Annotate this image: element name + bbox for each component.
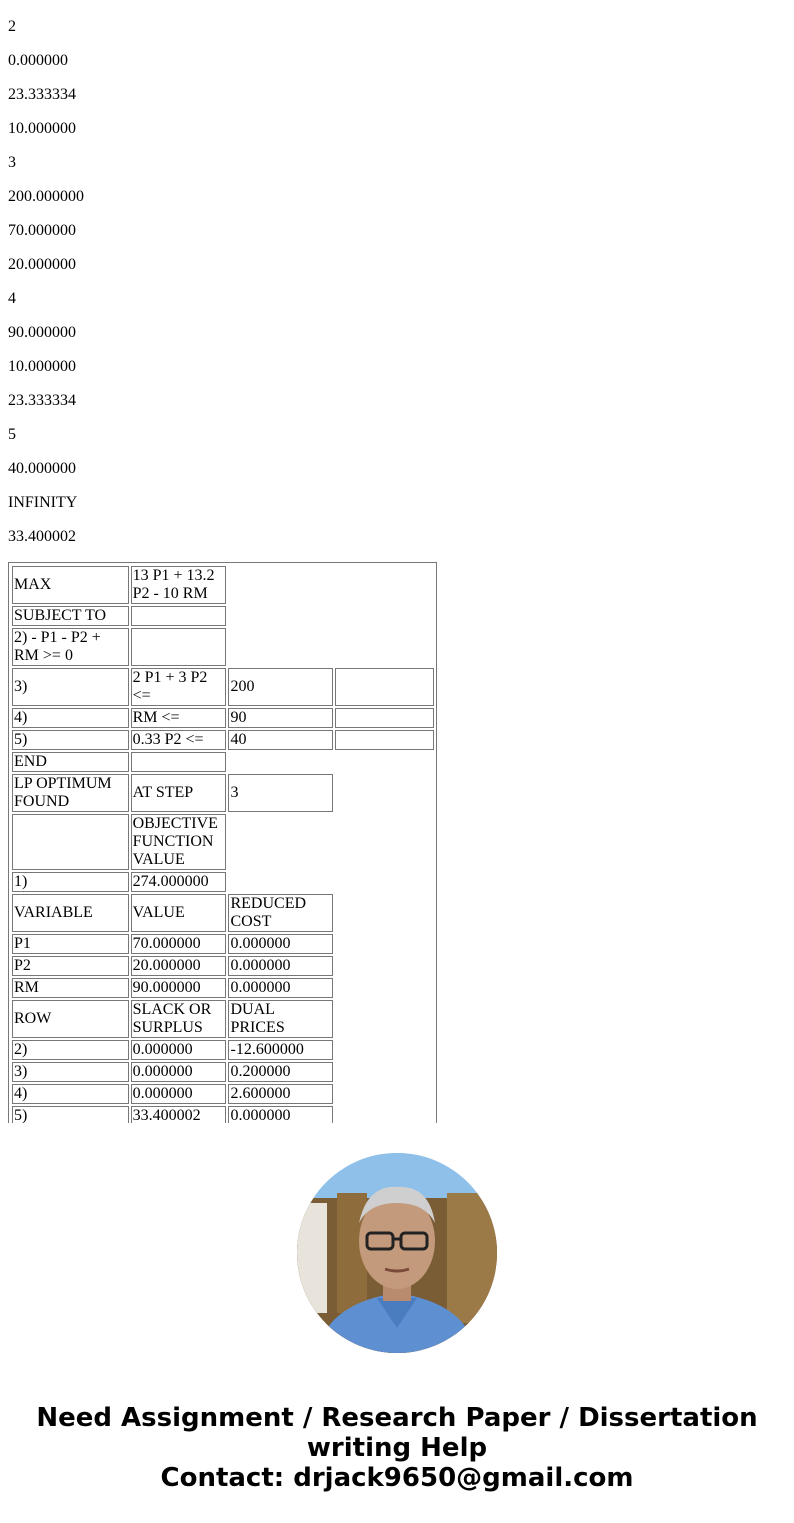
lp-output-table xyxy=(10,564,436,1123)
table-cell: OBJECTIVE FUNCTION VALUE xyxy=(131,814,227,870)
table-empty-slot xyxy=(335,774,434,812)
table-cell xyxy=(335,668,434,706)
table-empty-slot xyxy=(228,752,333,772)
table-empty-slot xyxy=(335,978,434,998)
table-empty-slot xyxy=(228,566,333,604)
value-line: 4 xyxy=(8,290,16,307)
table-cell: SLACK OR SURPLUS xyxy=(131,1000,227,1038)
table-cell: 2) - P1 - P2 + RM >= 0 xyxy=(12,628,129,666)
table-cell: 1) xyxy=(12,872,129,892)
contact-banner xyxy=(0,1403,794,1493)
table-cell: 20.000000 xyxy=(131,956,227,976)
table-cell: MAX xyxy=(12,566,129,604)
table-empty-slot xyxy=(335,1084,434,1104)
table-empty-slot xyxy=(335,752,434,772)
table-cell: REDUCED COST xyxy=(228,894,333,932)
table-cell: 200 xyxy=(228,668,333,706)
table-cell: 0.200000 xyxy=(228,1062,333,1082)
table-cell: LP OPTIMUM FOUND xyxy=(12,774,129,812)
table-row xyxy=(12,774,434,812)
table-cell: SUBJECT TO xyxy=(12,606,129,626)
table-cell xyxy=(131,628,227,666)
table-cell xyxy=(131,752,227,772)
table-cell: VARIABLE xyxy=(12,894,129,932)
table-row xyxy=(12,1062,434,1082)
table-cell: END xyxy=(12,752,129,772)
table-cell xyxy=(335,708,434,728)
value-lines xyxy=(8,17,308,561)
table-row xyxy=(12,668,434,706)
table-row xyxy=(12,628,434,666)
table-row xyxy=(12,1106,434,1123)
banner-contact-email: Contact: drjack9650@gmail.com xyxy=(160,1463,634,1493)
table-cell: 0.000000 xyxy=(131,1084,227,1104)
table-cell: P1 xyxy=(12,934,129,954)
table-row xyxy=(12,894,434,932)
table-row xyxy=(12,956,434,976)
table-cell: 3) xyxy=(12,1062,129,1082)
table-row xyxy=(12,872,434,892)
table-cell: 33.400002 xyxy=(131,1106,227,1123)
table-row xyxy=(12,752,434,772)
table-cell: DUAL PRICES xyxy=(228,1000,333,1038)
table-row xyxy=(12,978,434,998)
banner-line-2: writing Help xyxy=(306,1433,488,1463)
value-line: 10.000000 xyxy=(8,358,76,375)
table-empty-slot xyxy=(335,894,434,932)
value-line: 40.000000 xyxy=(8,460,76,477)
table-cell xyxy=(131,606,227,626)
value-line: 23.333334 xyxy=(8,86,76,103)
table-cell: 5) xyxy=(12,730,129,750)
table-cell xyxy=(335,730,434,750)
table-empty-slot xyxy=(335,566,434,604)
table-cell: 0.000000 xyxy=(131,1062,227,1082)
table-cell: 4) xyxy=(12,708,129,728)
table-empty-slot xyxy=(335,628,434,666)
table-empty-slot xyxy=(228,628,333,666)
table-cell: ROW xyxy=(12,1000,129,1038)
table-row xyxy=(12,1084,434,1104)
table-empty-slot xyxy=(335,1062,434,1082)
table-row xyxy=(12,730,434,750)
banner-line-1: Need Assignment / Research Paper / Dissertation xyxy=(36,1403,758,1433)
table-cell: 90 xyxy=(228,708,333,728)
table-cell: 2) xyxy=(12,1040,129,1060)
table-cell: 40 xyxy=(228,730,333,750)
table-cell: VALUE xyxy=(131,894,227,932)
value-line: INFINITY xyxy=(8,494,78,511)
table-cell: 3 xyxy=(228,774,333,812)
table-cell: RM xyxy=(12,978,129,998)
table-cell: RM <= xyxy=(131,708,227,728)
value-line: 23.333334 xyxy=(8,392,76,409)
value-line: 70.000000 xyxy=(8,222,76,239)
author-avatar xyxy=(297,1153,497,1353)
table-empty-slot xyxy=(335,814,434,870)
table-row xyxy=(12,708,434,728)
table-cell: 70.000000 xyxy=(131,934,227,954)
table-cell: 13 P1 + 13.2 P2 - 10 RM xyxy=(131,566,227,604)
table-row xyxy=(12,1000,434,1038)
table-cell: -12.600000 xyxy=(228,1040,333,1060)
table-cell xyxy=(12,814,129,870)
table-cell: 0.000000 xyxy=(228,978,333,998)
table-cell: 0.000000 xyxy=(228,1106,333,1123)
value-line: 0.000000 xyxy=(8,52,68,69)
author-portrait xyxy=(297,1153,497,1353)
table-row xyxy=(12,934,434,954)
value-line: 2 xyxy=(8,18,16,35)
table-cell: 0.33 P2 <= xyxy=(131,730,227,750)
table-empty-slot xyxy=(335,606,434,626)
value-line: 33.400002 xyxy=(8,528,76,545)
table-row xyxy=(12,606,434,626)
table-cell: 274.000000 xyxy=(131,872,227,892)
table-cell: 0.000000 xyxy=(131,1040,227,1060)
table-empty-slot xyxy=(335,956,434,976)
table-cell: 2.600000 xyxy=(228,1084,333,1104)
table-cell: 90.000000 xyxy=(131,978,227,998)
table-empty-slot xyxy=(335,1000,434,1038)
table-cell: 5) xyxy=(12,1106,129,1123)
table-empty-slot xyxy=(335,934,434,954)
table-empty-slot xyxy=(335,872,434,892)
value-line: 20.000000 xyxy=(8,256,76,273)
value-line: 10.000000 xyxy=(8,120,76,137)
value-line: 200.000000 xyxy=(8,188,84,205)
value-line: 90.000000 xyxy=(8,324,76,341)
table-row xyxy=(12,1040,434,1060)
table-empty-slot xyxy=(335,1106,434,1123)
table-cell: AT STEP xyxy=(131,774,227,812)
table-empty-slot xyxy=(335,1040,434,1060)
table-empty-slot xyxy=(228,872,333,892)
table-empty-slot xyxy=(228,814,333,870)
table-row xyxy=(12,814,434,870)
table-cell: 0.000000 xyxy=(228,956,333,976)
table-cell: 4) xyxy=(12,1084,129,1104)
table-row xyxy=(12,566,434,604)
table-cell: 2 P1 + 3 P2 <= xyxy=(131,668,227,706)
table-empty-slot xyxy=(228,606,333,626)
table-cell: P2 xyxy=(12,956,129,976)
table-cell: 0.000000 xyxy=(228,934,333,954)
value-line: 3 xyxy=(8,154,16,171)
lp-output-table-container xyxy=(8,562,437,1123)
table-cell: 3) xyxy=(12,668,129,706)
value-line: 5 xyxy=(8,426,16,443)
